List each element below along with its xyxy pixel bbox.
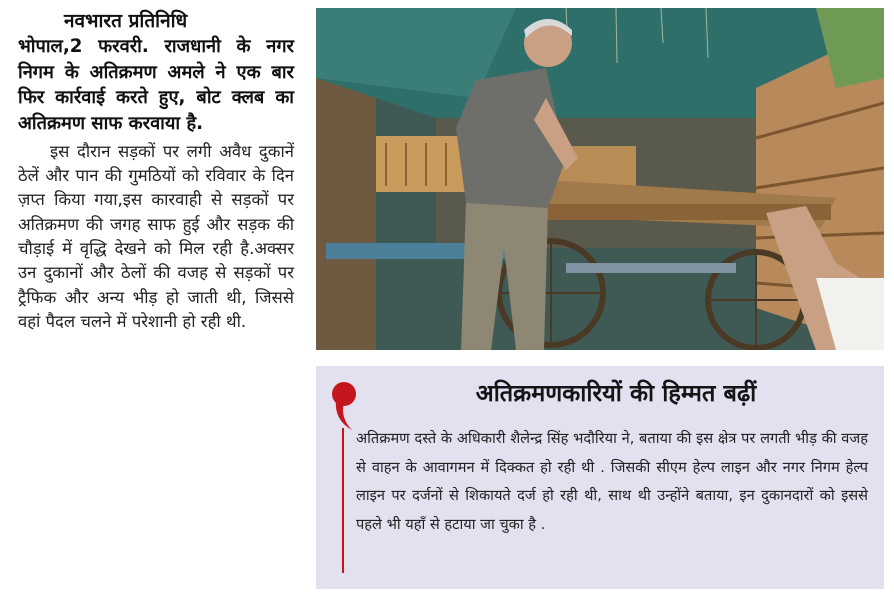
quote-box-title: अतिक्रमणकारियों की हिम्मत बढ़ीं [475, 379, 757, 407]
article-column [18, 8, 294, 594]
article-lead: भोपाल,2 फरवरी. राजधानी के नगर निगम के अतिक्रमण अमले ने एक बार फिर कार्रवाई करते हुए, बोट क्लब का अतिक्रमण साफ करवाया है. [18, 36, 294, 135]
article-byline: नवभारत प्रतिनिधि [64, 10, 188, 32]
news-photo [316, 8, 884, 350]
article-body: इस दौरान सड़कों पर लगी अवैध दुकानें ठेलें और पान की गुमठियों को रविवार के दिन ज़प्त किया गया,इस कारवाही से सड़कों पर अतिक्रमण की जगह साफ हुई और सड़क की चौड़ाई में वृद्धि देखने को मिल रही है.अक्सर उन दुकानों और ठेलों की वजह से सड़कों पर ट्रैफिक और अन्य भीड़ हो जाती थी, जिससे वहां पैदल चलने में परेशानी हो रही थी. [18, 141, 294, 331]
quote-box-text: अतिक्रमण दस्ते के अधिकारी शैलेन्द्र सिंह भदौरिया ने, बताया की इस क्षेत्र पर लगती भीड़ की वजह से वाहन के आवागमन में दिक्कत हो रही थी . जिसकी सीएम हेल्प लाइन और नगर निगम हेल्प लाइन पर दर्जनों से शिकायते दर्ज हो रही थी, साथ थी उन्होंने बताया, इन दुकानदारों को इससे पहले भी यहाँ से हटाया जा चुका है . [356, 430, 868, 533]
quote-mark-icon [328, 380, 358, 432]
quote-divider [342, 428, 344, 573]
quote-box [316, 366, 884, 589]
